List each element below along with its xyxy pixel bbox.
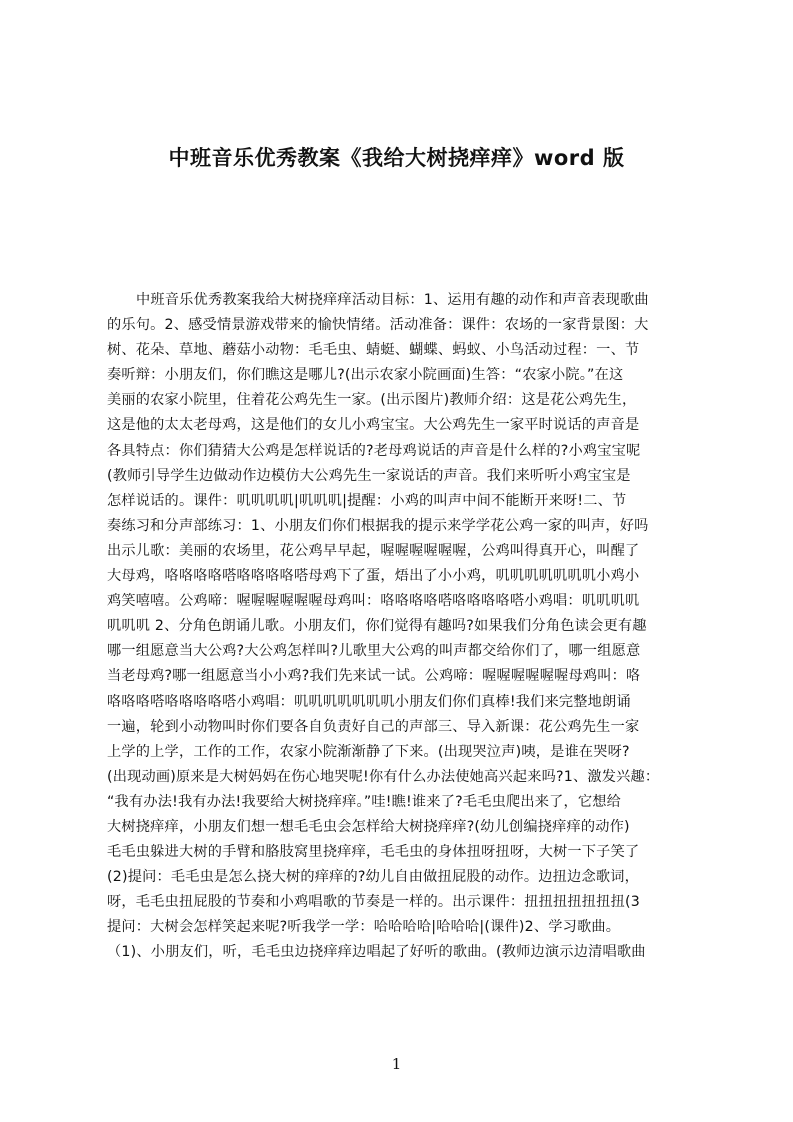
body-line: 奏练习和分声部练习：1、小朋友们你们根据我的提示来学学花公鸡一家的叫声，好吗 — [107, 517, 649, 534]
document-body — [107, 288, 697, 966]
body-line: 美丽的农家小院里，住着花公鸡先生一家。(出示图片)教师介绍：这是花公鸡先生， — [107, 392, 637, 409]
body-line: 中班音乐优秀教案我给大树挠痒痒活动目标：1、运用有趣的动作和声音表现歌曲 — [136, 292, 649, 308]
body-line: 大母鸡，咯咯咯咯嗒咯咯咯咯嗒母鸡下了蛋，焐出了小小鸡，叽叽叽叽叽叽叽小鸡小 — [107, 568, 640, 585]
body-line: “我有办法!我有办法!我要给大树挠痒痒。”哇!瞧!谁来了?毛毛虫爬出来了，它想给 — [107, 793, 622, 810]
body-line: 怎样说话的。课件：叽叽叽叽|叽叽叽|提醒：小鸡的叫声中间不能断开来呀!二、节 — [107, 492, 627, 509]
body-line: 奏听辩：小朋友们，你们瞧这是哪儿?(出示农家小院画面)生答：“农家小院。”在这 — [107, 367, 624, 384]
body-line: （1)、小朋友们，听，毛毛虫边挠痒痒边唱起了好听的歌曲。(教师边演示边清唱歌曲 — [107, 944, 646, 961]
body-line: 大树挠痒痒，小朋友们想一想毛毛虫会怎样给大树挠痒痒?(幼儿创编挠痒痒的动作) — [107, 818, 630, 835]
body-line: 毛毛虫躲进大树的手臂和胳肢窝里挠痒痒，毛毛虫的身体扭呀扭呀，大树一下子笑了 — [107, 844, 640, 861]
body-line: 鸡笑嘻嘻。公鸡啼：喔喔喔喔喔喔母鸡叫：咯咯咯咯嗒咯咯咯咯嗒小鸡唱：叽叽叽叽 — [107, 593, 640, 610]
document-title: 中班音乐优秀教案《我给大树挠痒痒》word 版 — [168, 146, 625, 170]
body-line: 当老母鸡?哪一组愿意当小小鸡?我们先来试一试。公鸡啼：喔喔喔喔喔喔母鸡叫：咯 — [107, 668, 641, 685]
body-line: 树、花朵、草地、蘑菇小动物：毛毛虫、蜻蜓、蝴蝶、蚂蚁、小鸟活动过程：一、节 — [107, 342, 640, 359]
body-line: 叽叽叽 2、分角色朗诵儿歌。小朋友们，你们觉得有趣吗?如果我们分角色读会更有趣 — [107, 618, 647, 635]
body-line: 一遍，轮到小动物叫时你们要各自负责好自己的声部三、导入新课：花公鸡先生一家 — [107, 718, 640, 735]
body-line: 咯咯咯嗒咯咯咯咯嗒小鸡唱：叽叽叽叽叽叽叽小朋友们你们真棒!我们来完整地朗诵 — [107, 693, 631, 710]
body-line: 呀，毛毛虫扭屁股的节奏和小鸡唱歌的节奏是一样的。出示课件：扭扭扭扭扭扭扭(3 — [107, 894, 640, 911]
body-line: (2)提问：毛毛虫是怎么挠大树的痒痒的?幼儿自由做扭屁股的动作。边扭边念歌词， — [107, 869, 639, 886]
body-line: 上学的上学，工作的工作，农家小院渐渐静了下来。(出现哭泣声)咦，是谁在哭呀? — [107, 743, 630, 760]
body-line: 的乐句。2、感受情景游戏带来的愉快情绪。活动准备：课件：农场的一家背景图：大 — [107, 317, 649, 334]
page-number: 1 — [391, 1055, 402, 1073]
body-line: (教师引导学生边做动作边模仿大公鸡先生一家说话的声音。我们来听听小鸡宝宝是 — [107, 467, 631, 484]
body-line: 各具特点：你们猜猜大公鸡是怎样说话的?老母鸡说话的声音是什么样的?小鸡宝宝呢 — [107, 442, 641, 459]
body-line: 提问：大树会怎样笑起来呢?听我学一学：哈哈哈哈|哈哈哈|(课件)2、学习歌曲。 — [107, 919, 621, 936]
body-line: 出示儿歌：美丽的农场里，花公鸡早早起，喔喔喔喔喔喔，公鸡叫得真开心，叫醒了 — [107, 542, 640, 559]
body-line: 哪一组愿意当大公鸡?大公鸡怎样叫?儿歌里大公鸡的叫声都交给你们了，哪一组愿意 — [107, 643, 641, 660]
body-line: (出现动画)原来是大树妈妈在伤心地哭呢!你有什么办法使她高兴起来吗?1、激发兴趣： — [107, 768, 660, 785]
body-line: 这是他的太太老母鸡，这是他们的女儿小鸡宝宝。大公鸡先生一家平时说话的声音是 — [107, 417, 640, 434]
